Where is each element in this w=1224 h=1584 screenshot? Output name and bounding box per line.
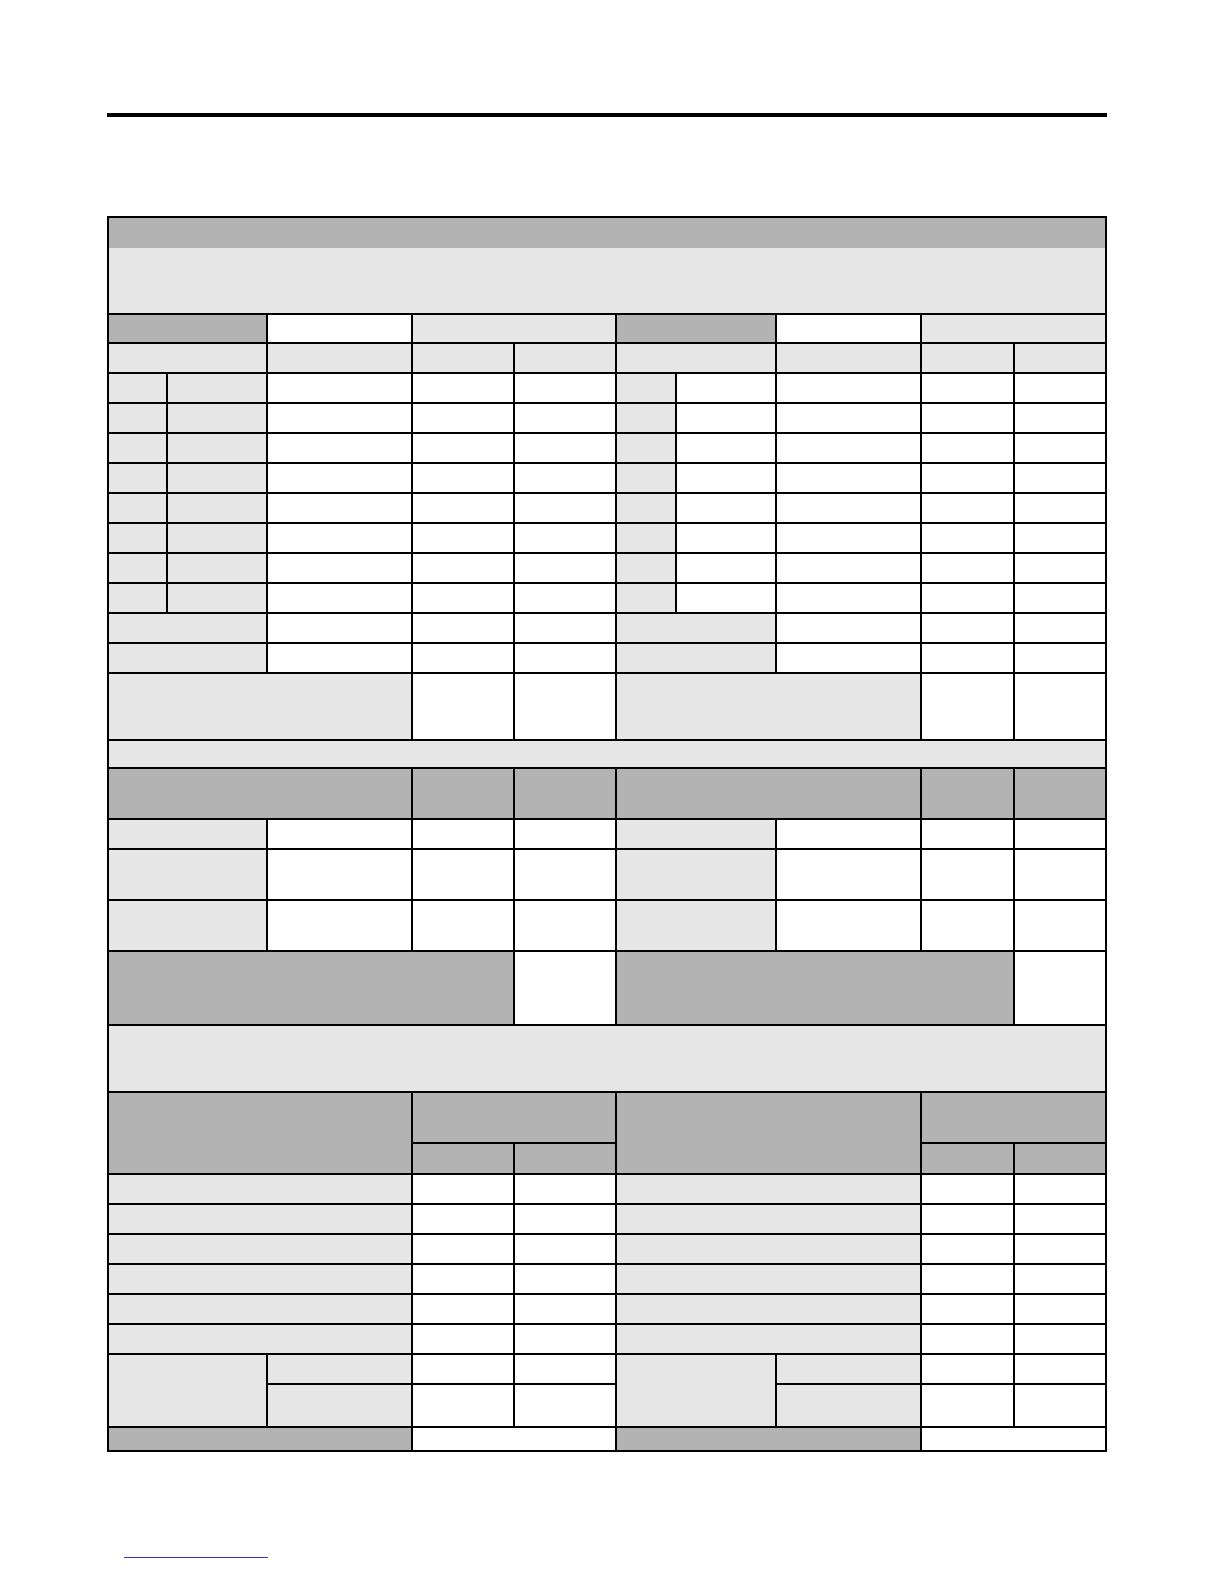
left-row-entry[interactable] bbox=[515, 524, 617, 554]
right-row-entry[interactable] bbox=[1015, 494, 1105, 524]
left-row-label bbox=[168, 584, 268, 614]
right-section3-col1 bbox=[922, 1144, 1015, 1175]
left-row-label bbox=[168, 494, 268, 524]
right-summary-label bbox=[617, 614, 777, 644]
right-section3-entry[interactable] bbox=[922, 1325, 1015, 1355]
left-split-entry[interactable] bbox=[515, 1385, 617, 1428]
left-row-entry[interactable] bbox=[413, 434, 515, 464]
right-section2-entry[interactable] bbox=[1015, 901, 1105, 952]
right-row-entry[interactable] bbox=[677, 524, 777, 554]
instructions-band bbox=[109, 248, 1105, 315]
left-row-label bbox=[168, 404, 268, 434]
left-row-entry[interactable] bbox=[268, 374, 413, 404]
left-section2-col1 bbox=[413, 769, 515, 820]
left-row-entry[interactable] bbox=[413, 464, 515, 494]
left-summary-entry[interactable] bbox=[268, 644, 413, 674]
left-section2-entry[interactable] bbox=[413, 820, 515, 850]
left-final-label bbox=[109, 1428, 413, 1450]
right-section2-entry[interactable] bbox=[1015, 850, 1105, 901]
left-section3-entry[interactable] bbox=[413, 1325, 515, 1355]
left-row-number bbox=[109, 404, 168, 434]
left-total-entry[interactable] bbox=[413, 674, 515, 741]
right-row-entry[interactable] bbox=[677, 434, 777, 464]
left-section2-entry[interactable] bbox=[515, 850, 617, 901]
left-section3-col1 bbox=[413, 1144, 515, 1175]
right-row-number bbox=[617, 584, 677, 614]
right-section3-entry[interactable] bbox=[922, 1205, 1015, 1235]
left-section3-entry[interactable] bbox=[515, 1235, 617, 1265]
top-rule bbox=[107, 113, 1107, 117]
left-subheader-col1 bbox=[268, 344, 413, 374]
left-header-entry[interactable] bbox=[268, 315, 413, 344]
right-section3-entry[interactable] bbox=[922, 1235, 1015, 1265]
right-row-entry[interactable] bbox=[922, 554, 1015, 584]
section-header-bar bbox=[109, 218, 1105, 248]
right-row-entry[interactable] bbox=[677, 404, 777, 434]
left-section3-entry[interactable] bbox=[515, 1205, 617, 1235]
left-section3-label bbox=[109, 1175, 413, 1205]
left-section2-entry[interactable] bbox=[515, 820, 617, 850]
left-section3-entry[interactable] bbox=[413, 1205, 515, 1235]
right-row-entry[interactable] bbox=[777, 464, 922, 494]
right-row-entry[interactable] bbox=[777, 584, 922, 614]
right-section2-total-label bbox=[617, 952, 1015, 1026]
left-section2-label bbox=[109, 901, 268, 952]
left-header-label bbox=[413, 315, 617, 344]
left-split-entry[interactable] bbox=[413, 1355, 515, 1385]
left-total-entry[interactable] bbox=[515, 674, 617, 741]
left-split-sublabel bbox=[268, 1355, 413, 1385]
left-row-number bbox=[109, 554, 168, 584]
right-split-label bbox=[617, 1355, 777, 1428]
right-row-entry[interactable] bbox=[677, 584, 777, 614]
left-summary-entry[interactable] bbox=[515, 614, 617, 644]
left-section2-header bbox=[109, 769, 413, 820]
left-section2-col2 bbox=[515, 769, 617, 820]
right-split-entry[interactable] bbox=[922, 1355, 1015, 1385]
right-row-entry[interactable] bbox=[1015, 404, 1105, 434]
right-row-entry[interactable] bbox=[677, 374, 777, 404]
right-section2-entry[interactable] bbox=[922, 850, 1015, 901]
right-row-entry[interactable] bbox=[922, 464, 1015, 494]
right-row-entry[interactable] bbox=[1015, 434, 1105, 464]
left-section3-entry[interactable] bbox=[515, 1325, 617, 1355]
right-subheader-col3 bbox=[1015, 344, 1105, 374]
left-row-entry[interactable] bbox=[413, 374, 515, 404]
right-section3-entry[interactable] bbox=[1015, 1175, 1105, 1205]
left-split-entry[interactable] bbox=[515, 1355, 617, 1385]
left-section2-label bbox=[109, 850, 268, 901]
section-divider bbox=[109, 741, 1105, 769]
right-section2-label bbox=[617, 901, 777, 952]
left-section3-label bbox=[109, 1295, 413, 1325]
right-row-number bbox=[617, 374, 677, 404]
right-section3-label bbox=[617, 1175, 922, 1205]
right-row-entry[interactable] bbox=[777, 554, 922, 584]
right-section2-col1 bbox=[922, 769, 1015, 820]
right-row-entry[interactable] bbox=[922, 434, 1015, 464]
right-total-entry[interactable] bbox=[1015, 674, 1105, 741]
right-row-entry[interactable] bbox=[1015, 524, 1105, 554]
left-row-label bbox=[168, 374, 268, 404]
left-section3-group bbox=[413, 1093, 617, 1144]
left-section3-label bbox=[109, 1235, 413, 1265]
right-row-entry[interactable] bbox=[922, 584, 1015, 614]
right-row-entry[interactable] bbox=[777, 494, 922, 524]
left-row-entry[interactable] bbox=[268, 464, 413, 494]
left-section3-entry[interactable] bbox=[413, 1175, 515, 1205]
right-section3-group bbox=[922, 1093, 1105, 1144]
footer-link-line bbox=[124, 1557, 268, 1558]
right-row-entry[interactable] bbox=[1015, 554, 1105, 584]
left-row-entry[interactable] bbox=[413, 494, 515, 524]
left-row-entry[interactable] bbox=[515, 464, 617, 494]
left-row-number bbox=[109, 374, 168, 404]
left-row-entry[interactable] bbox=[515, 434, 617, 464]
left-split-label bbox=[109, 1355, 268, 1428]
right-row-entry[interactable] bbox=[777, 374, 922, 404]
right-section2-entry[interactable] bbox=[922, 820, 1015, 850]
right-section3-entry[interactable] bbox=[1015, 1205, 1105, 1235]
left-section2-entry[interactable] bbox=[413, 850, 515, 901]
left-section3-entry[interactable] bbox=[413, 1265, 515, 1295]
right-section3-entry[interactable] bbox=[1015, 1325, 1105, 1355]
left-section3-label bbox=[109, 1265, 413, 1295]
right-section2-entry[interactable] bbox=[922, 901, 1015, 952]
right-section3-entry[interactable] bbox=[922, 1295, 1015, 1325]
left-row-entry[interactable] bbox=[268, 524, 413, 554]
left-section3-entry[interactable] bbox=[413, 1295, 515, 1325]
right-total-label bbox=[617, 674, 922, 741]
right-section3-entry[interactable] bbox=[922, 1175, 1015, 1205]
left-row-number bbox=[109, 434, 168, 464]
right-subheader-col2 bbox=[922, 344, 1015, 374]
right-section2-label bbox=[617, 820, 777, 850]
right-summary-label bbox=[617, 644, 777, 674]
left-section2-entry[interactable] bbox=[413, 901, 515, 952]
left-section2-entry[interactable] bbox=[268, 901, 413, 952]
right-row-number bbox=[617, 554, 677, 584]
left-row-number bbox=[109, 464, 168, 494]
left-section2-entry[interactable] bbox=[268, 850, 413, 901]
left-row-entry[interactable] bbox=[413, 404, 515, 434]
right-section3-entry[interactable] bbox=[1015, 1295, 1105, 1325]
right-section3-entry[interactable] bbox=[1015, 1235, 1105, 1265]
right-split-sublabel bbox=[777, 1355, 922, 1385]
left-section3-col2 bbox=[515, 1144, 617, 1175]
right-section2-total-entry[interactable] bbox=[1015, 952, 1105, 1026]
right-row-entry[interactable] bbox=[922, 374, 1015, 404]
right-row-entry[interactable] bbox=[922, 404, 1015, 434]
left-row-entry[interactable] bbox=[515, 404, 617, 434]
right-split-sublabel bbox=[777, 1385, 922, 1428]
right-row-number bbox=[617, 434, 677, 464]
left-row-entry[interactable] bbox=[515, 374, 617, 404]
right-row-entry[interactable] bbox=[677, 554, 777, 584]
left-subheader-col3 bbox=[515, 344, 617, 374]
left-summary-label bbox=[109, 614, 268, 644]
left-section3-label bbox=[109, 1325, 413, 1355]
left-row-label bbox=[168, 554, 268, 584]
left-section2-total-entry[interactable] bbox=[515, 952, 617, 1026]
right-split-entry[interactable] bbox=[1015, 1385, 1105, 1428]
left-row-entry[interactable] bbox=[413, 584, 515, 614]
right-row-entry[interactable] bbox=[677, 494, 777, 524]
left-section3-label bbox=[109, 1205, 413, 1235]
left-row-number bbox=[109, 584, 168, 614]
left-summary-entry[interactable] bbox=[515, 644, 617, 674]
right-section2-header bbox=[617, 769, 922, 820]
right-section2-entry[interactable] bbox=[777, 820, 922, 850]
left-section2-label bbox=[109, 820, 268, 850]
right-section3-label bbox=[617, 1265, 922, 1295]
right-section3-label bbox=[617, 1205, 922, 1235]
right-section3-header bbox=[617, 1093, 922, 1175]
left-row-entry[interactable] bbox=[515, 494, 617, 524]
right-row-number bbox=[617, 494, 677, 524]
right-group-header bbox=[617, 315, 777, 344]
right-section2-col2 bbox=[1015, 769, 1105, 820]
left-section3-entry[interactable] bbox=[515, 1295, 617, 1325]
left-section3-entry[interactable] bbox=[413, 1235, 515, 1265]
left-split-entry[interactable] bbox=[413, 1385, 515, 1428]
left-subheader-col2 bbox=[413, 344, 515, 374]
right-section3-entry[interactable] bbox=[922, 1265, 1015, 1295]
right-section2-entry[interactable] bbox=[777, 850, 922, 901]
right-row-entry[interactable] bbox=[777, 404, 922, 434]
right-summary-entry[interactable] bbox=[777, 644, 922, 674]
left-summary-entry[interactable] bbox=[268, 614, 413, 644]
right-row-entry[interactable] bbox=[677, 464, 777, 494]
right-row-entry[interactable] bbox=[1015, 584, 1105, 614]
right-section3-label bbox=[617, 1295, 922, 1325]
right-summary-entry[interactable] bbox=[1015, 644, 1105, 674]
right-section3-label bbox=[617, 1235, 922, 1265]
left-section2-entry[interactable] bbox=[268, 820, 413, 850]
left-row-entry[interactable] bbox=[268, 404, 413, 434]
right-subheader-col1 bbox=[777, 344, 922, 374]
right-total-entry[interactable] bbox=[922, 674, 1015, 741]
left-summary-label bbox=[109, 644, 268, 674]
left-group-header bbox=[109, 315, 268, 344]
right-row-entry[interactable] bbox=[1015, 374, 1105, 404]
left-row-label bbox=[168, 464, 268, 494]
right-final-entry[interactable] bbox=[922, 1428, 1105, 1450]
right-section2-entry[interactable] bbox=[777, 901, 922, 952]
left-section3-entry[interactable] bbox=[515, 1175, 617, 1205]
left-section3-entry[interactable] bbox=[515, 1265, 617, 1295]
right-subheader bbox=[617, 344, 777, 374]
right-summary-entry[interactable] bbox=[922, 644, 1015, 674]
right-row-entry[interactable] bbox=[1015, 464, 1105, 494]
left-row-entry[interactable] bbox=[413, 554, 515, 584]
right-section2-entry[interactable] bbox=[1015, 820, 1105, 850]
left-row-entry[interactable] bbox=[515, 554, 617, 584]
right-section3-entry[interactable] bbox=[1015, 1265, 1105, 1295]
left-row-entry[interactable] bbox=[268, 584, 413, 614]
left-row-entry[interactable] bbox=[413, 524, 515, 554]
right-section3-col2 bbox=[1015, 1144, 1105, 1175]
left-section2-entry[interactable] bbox=[515, 901, 617, 952]
right-row-entry[interactable] bbox=[777, 524, 922, 554]
right-final-label bbox=[617, 1428, 922, 1450]
left-split-sublabel bbox=[268, 1385, 413, 1428]
left-section3-header bbox=[109, 1093, 413, 1175]
left-subheader bbox=[109, 344, 268, 374]
right-section3-label bbox=[617, 1325, 922, 1355]
right-section2-label bbox=[617, 850, 777, 901]
right-row-number bbox=[617, 404, 677, 434]
right-header-entry[interactable] bbox=[777, 315, 922, 344]
left-summary-entry[interactable] bbox=[413, 644, 515, 674]
instructions-band-2 bbox=[109, 1026, 1105, 1093]
right-row-entry[interactable] bbox=[777, 434, 922, 464]
left-row-number bbox=[109, 494, 168, 524]
right-summary-entry[interactable] bbox=[777, 614, 922, 644]
left-summary-entry[interactable] bbox=[413, 614, 515, 644]
right-split-entry[interactable] bbox=[922, 1385, 1015, 1428]
left-row-label bbox=[168, 434, 268, 464]
left-total-label bbox=[109, 674, 413, 741]
left-row-entry[interactable] bbox=[515, 584, 617, 614]
right-row-entry[interactable] bbox=[922, 494, 1015, 524]
right-summary-entry[interactable] bbox=[1015, 614, 1105, 644]
left-row-entry[interactable] bbox=[268, 434, 413, 464]
form-table bbox=[107, 216, 1107, 1452]
right-summary-entry[interactable] bbox=[922, 614, 1015, 644]
left-section2-total-label bbox=[109, 952, 515, 1026]
left-row-entry[interactable] bbox=[268, 494, 413, 524]
right-row-number bbox=[617, 464, 677, 494]
left-final-entry[interactable] bbox=[413, 1428, 617, 1450]
right-row-entry[interactable] bbox=[922, 524, 1015, 554]
left-row-entry[interactable] bbox=[268, 554, 413, 584]
right-split-entry[interactable] bbox=[1015, 1355, 1105, 1385]
left-row-label bbox=[168, 524, 268, 554]
right-header-label bbox=[922, 315, 1105, 344]
right-row-number bbox=[617, 524, 677, 554]
left-row-number bbox=[109, 524, 168, 554]
